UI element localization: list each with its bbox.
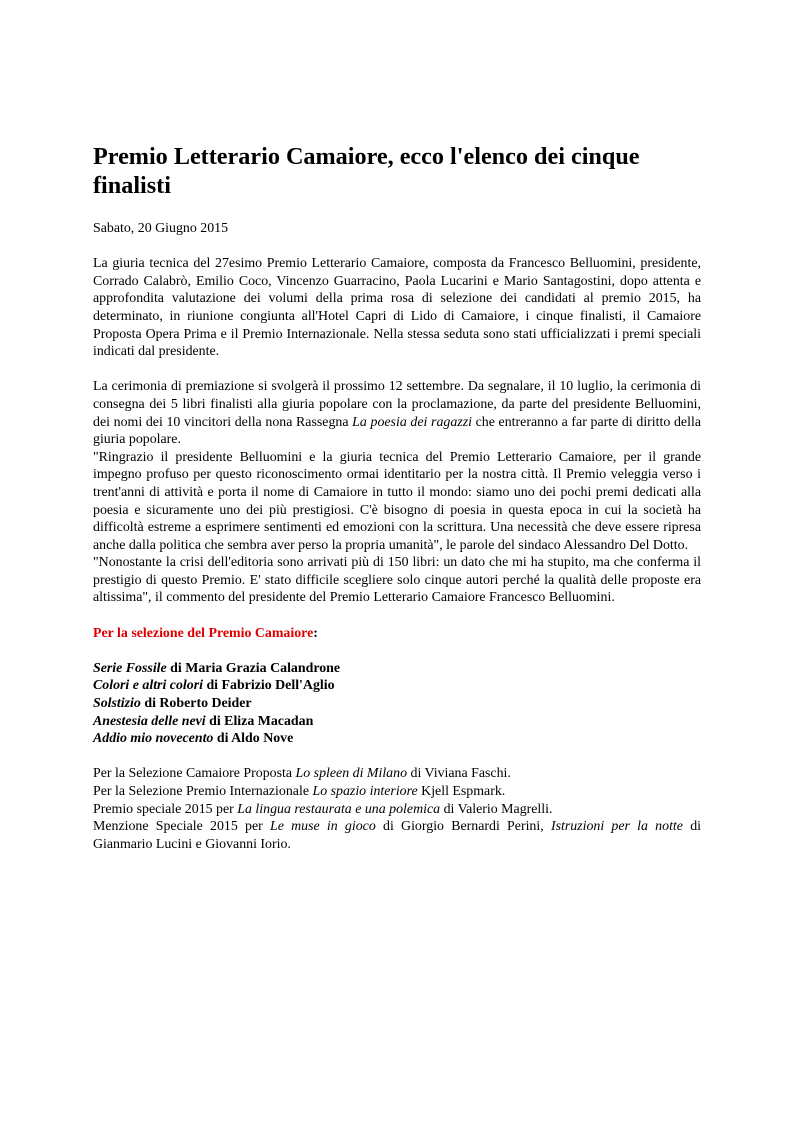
mention-label: Menzione Speciale 2015 per bbox=[93, 819, 271, 835]
selection-heading-line bbox=[93, 625, 701, 643]
finalist-author: di Maria Grazia Calandrone bbox=[166, 660, 341, 676]
president-quote: "Nonostante la crisi dell'editoria sono arrivati più di 150 libri: un dato che mi ha stupito, ma che conferma il prestigio di questo Premio. E' stato difficile scegliere solo cinque autori perché la qualità delle proposte era altissima", il commento del presidente del Premio Letterario Camaiore Francesco Belluomini. bbox=[93, 555, 701, 606]
selection-heading: Per la selezione del Premio Camaiore bbox=[93, 625, 314, 641]
ceremony-text-end: che entreranno a far parte di diritto della giuria popolare. bbox=[93, 414, 701, 448]
finalist-work: Anestesia delle nevi bbox=[93, 713, 206, 729]
award-label: Per la Selezione Camaiore Proposta bbox=[93, 766, 296, 782]
article-date: Sabato, 20 Giugno 2015 bbox=[93, 221, 229, 236]
finalist-work: Colori e altri colori bbox=[93, 678, 203, 694]
mention-work-1: Le muse in gioco bbox=[270, 819, 376, 835]
list-item bbox=[93, 677, 701, 695]
mention-work-2: Istruzioni per la notte bbox=[550, 819, 683, 835]
article-title: Premio Letterario Camaiore, ecco l'elenco dei cinque finalisti bbox=[93, 143, 640, 199]
special-mention bbox=[93, 818, 701, 853]
list-item bbox=[93, 660, 701, 678]
finalist-author: di Eliza Macadan bbox=[205, 713, 314, 729]
list-item bbox=[93, 765, 701, 783]
finalists-list bbox=[93, 660, 701, 748]
list-item bbox=[93, 695, 701, 713]
award-work: Lo spazio interiore bbox=[312, 784, 418, 799]
mayor-quote: "Ringrazio il presidente Belluomini e la giuria tecnica del Premio Letterario Camaiore, per il grande impegno profuso per questo riconoscimento ormai identitario per la nostra città. Il Premio veleggia verso i trent'anni di attività e porta il nome di Camaiore in tutto il mondo: siamo uno dei pochi premi dedicati alla poesia e sicuramente uno dei più prestigiosi. C'è bisogno di poesia in questa epoca in cui la società ha difficoltà estreme a esprimere sentimenti ed emozioni con la scrittura. Una necessità che deve essere ripresa anche dalla politica che sembra aver perso la propria umanità", le parole del sindaco Alessandro Del Dotto. bbox=[93, 449, 701, 553]
award-work: Lo spleen di Milano bbox=[295, 766, 408, 782]
finalist-work: Solstizio bbox=[93, 696, 141, 712]
list-item bbox=[93, 801, 701, 819]
award-label: Premio speciale 2015 per bbox=[93, 801, 238, 817]
finalist-author: di Fabrizio Dell'Aglio bbox=[202, 678, 335, 694]
award-author: Kjell Espmark. bbox=[417, 784, 506, 799]
finalist-author: di Aldo Nove bbox=[213, 731, 294, 747]
mention-author-1: di Giorgio Bernardi Perini, bbox=[375, 819, 551, 835]
ceremony-text: La cerimonia di premiazione si svolgerà il prossimo 12 settembre. Da segnalare, il 10 luglio, la cerimonia di consegna dei 5 libri finalisti alla giuria popolare con la proclamazione, da parte del presidente Belluomini, dei nomi dei 10 vincitori della nona Rassegna bbox=[93, 379, 701, 430]
finalist-author: di Roberto Deider bbox=[140, 696, 252, 712]
awards-list bbox=[93, 765, 701, 853]
award-label: Per la Selezione Premio Internazionale bbox=[93, 784, 313, 799]
list-item bbox=[93, 783, 701, 801]
list-item bbox=[93, 730, 701, 748]
selection-colon: : bbox=[313, 625, 318, 641]
document-page bbox=[93, 142, 701, 853]
list-item bbox=[93, 713, 701, 731]
award-author: di Valerio Magrelli. bbox=[440, 801, 553, 817]
paragraph-jury: La giuria tecnica del 27esimo Premio Letterario Camaiore, composta da Francesco Belluomini, presidente, Corrado Calabrò, Emilio Coco, Vincenzo Guarracino, Paola Lucarini e Mario Santagostini, dopo attenta e approfondita valutazione dei volumi della prima rosa di selezione dei candidati al premio 2015, ha determinato, in riunione congiunta all'Hotel Capri di Lido di Camaiore, i cinque finalisti, il Camaiore Proposta Opera Prima e il Premio Internazionale. Nella stessa seduta sono stati ufficializzati i premi speciali indicati dal presidente. bbox=[93, 256, 701, 360]
paragraph-ceremony bbox=[93, 378, 701, 607]
finalist-work: Addio mio novecento bbox=[93, 731, 214, 747]
finalist-work: Serie Fossile bbox=[93, 660, 167, 676]
award-author: di Viviana Faschi. bbox=[407, 766, 511, 782]
mention-author-2: di Gianmario Lucini e Giovanni Iorio. bbox=[93, 819, 701, 852]
ceremony-italic-title: La poesia dei ragazzi bbox=[352, 414, 472, 430]
award-work: La lingua restaurata e una polemica bbox=[237, 801, 441, 817]
